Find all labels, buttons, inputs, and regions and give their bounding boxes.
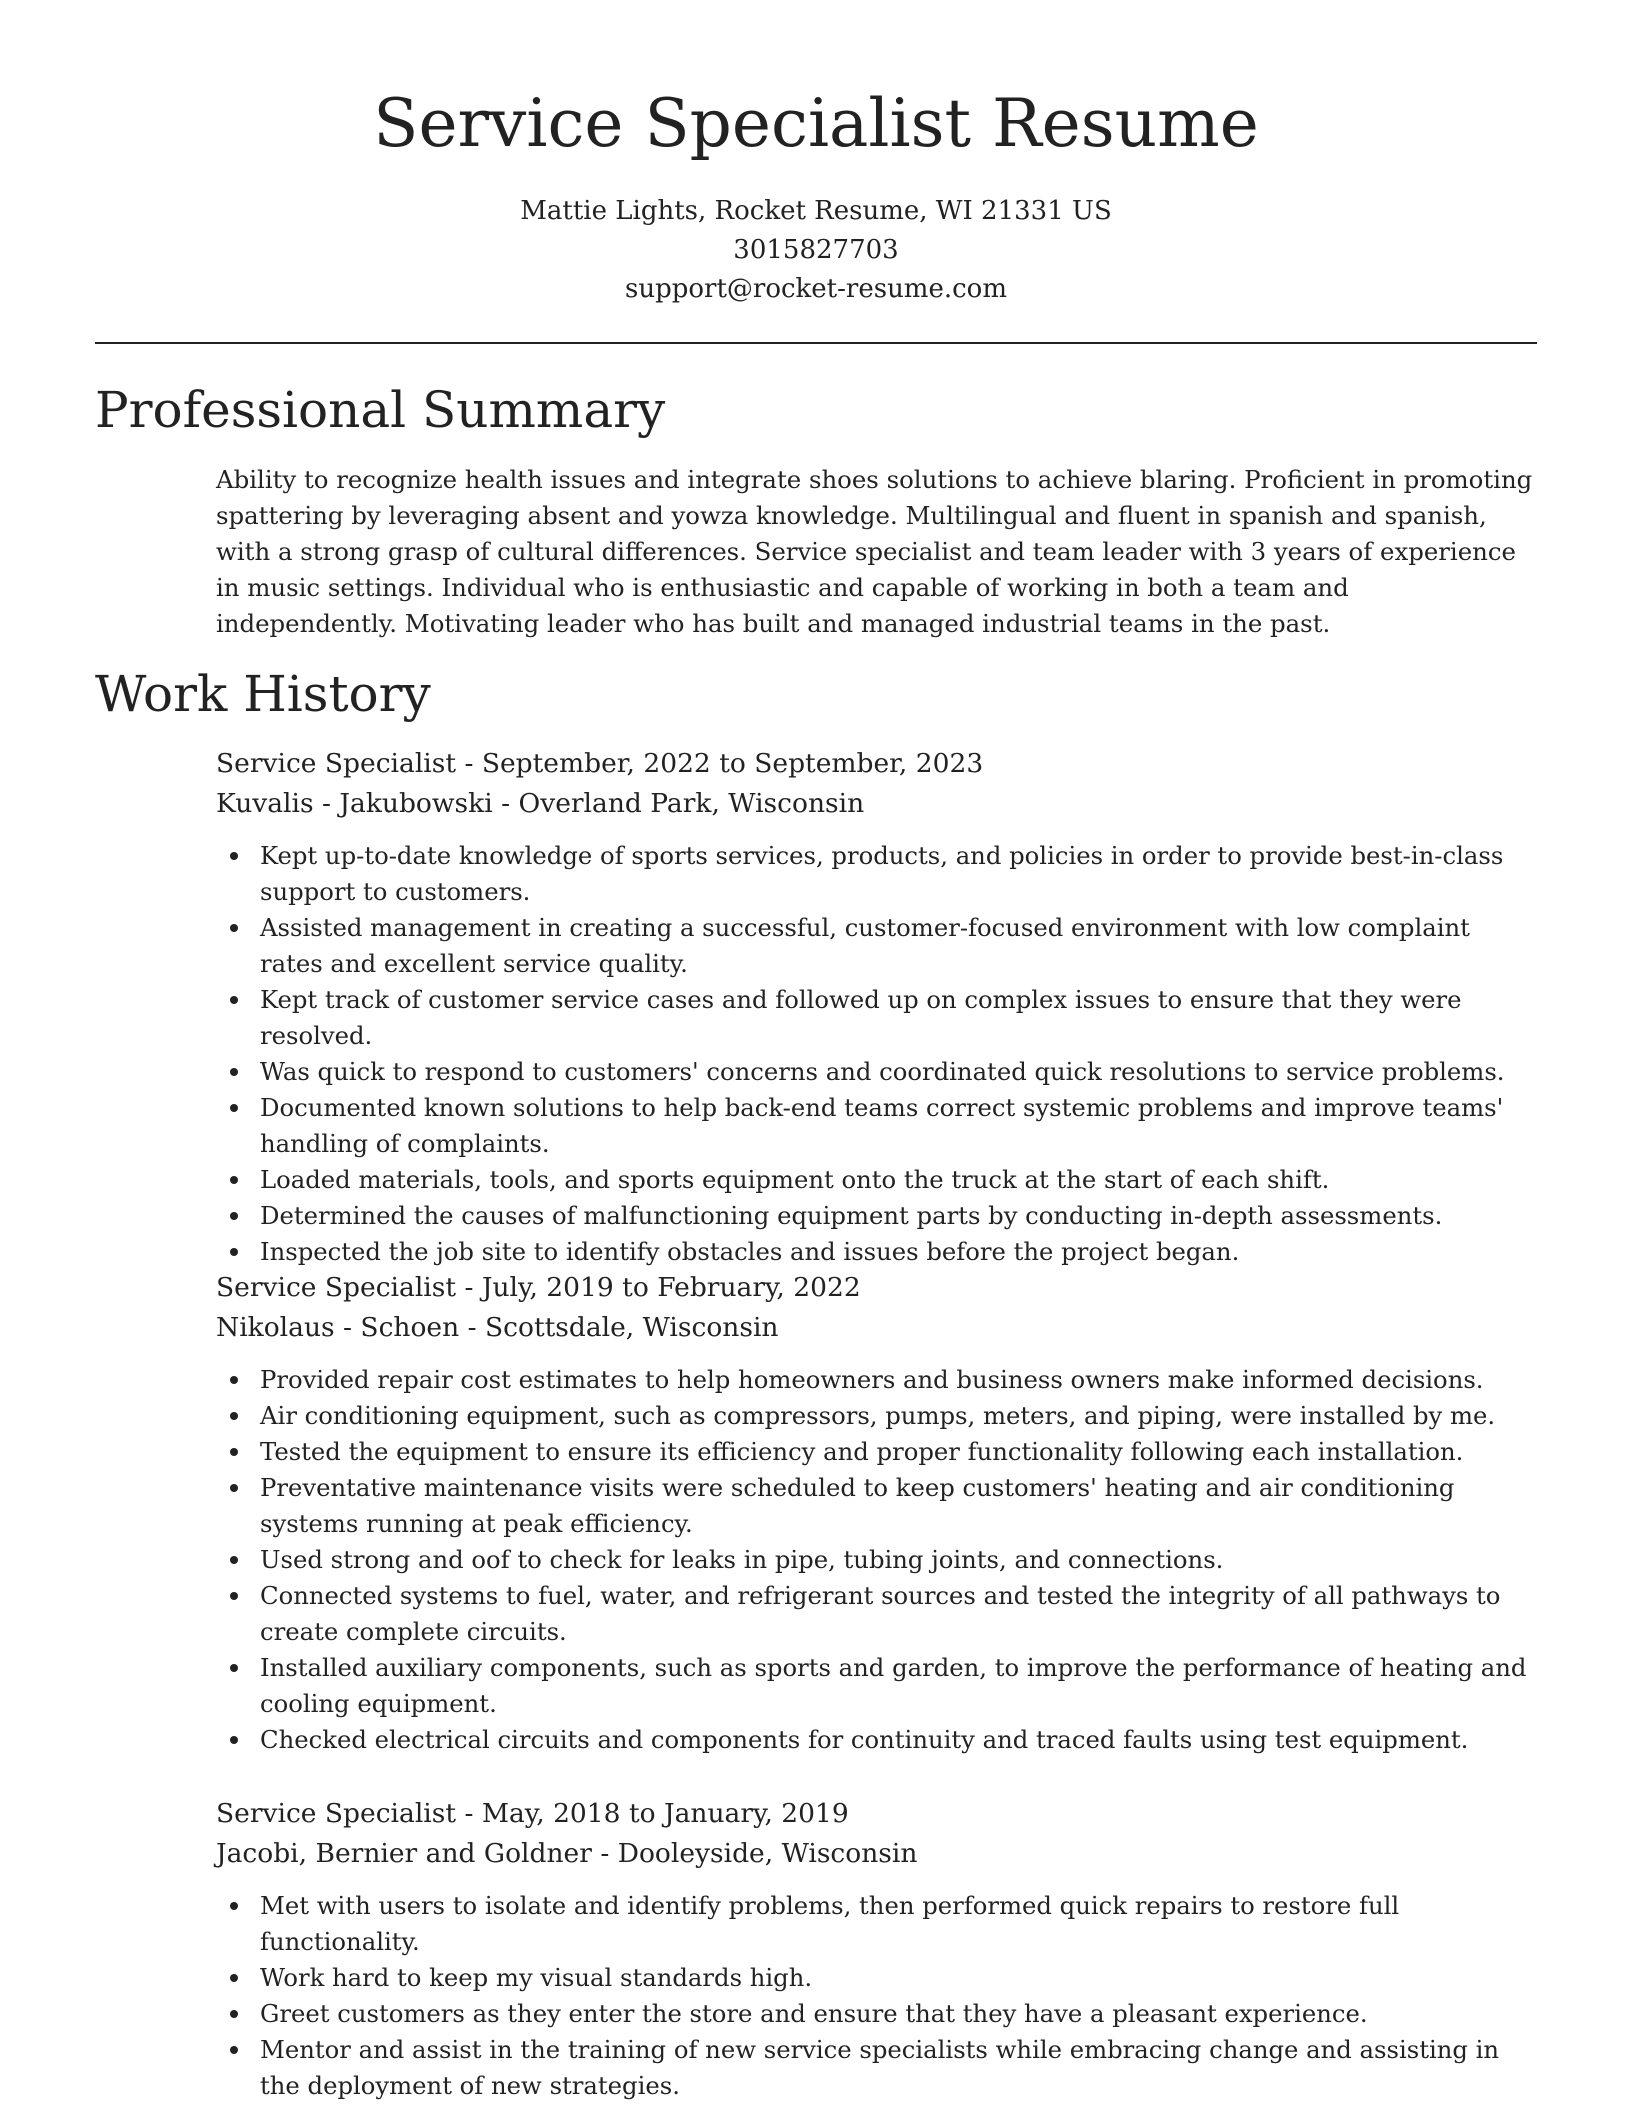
job-location: Scottsdale, Wisconsin bbox=[485, 1312, 779, 1343]
job-bullet: Assisted management in creating a successful, customer-focused environment with low complaint rates and excellent service quality. bbox=[260, 910, 1536, 982]
job-bullet: Kept track of customer service cases and followed up on complex issues to ensure that they were resolved. bbox=[260, 982, 1536, 1054]
job-title-line bbox=[216, 1268, 1536, 1308]
job-bullet: Used strong and oof to check for leaks in pipe, tubing joints, and connections. bbox=[260, 1542, 1536, 1578]
job-bullet: Provided repair cost estimates to help homeowners and business owners make informed decisions. bbox=[260, 1362, 1536, 1398]
job-bullet: Preventative maintenance visits were scheduled to keep customers' heating and air conditioning systems running at peak efficiency. bbox=[260, 1470, 1536, 1542]
contact-block bbox=[0, 192, 1632, 309]
job-location: Dooleyside, Wisconsin bbox=[617, 1838, 918, 1869]
job-bullet: Greet customers as they enter the store and ensure that they have a pleasant experience. bbox=[260, 1996, 1536, 2032]
job-bullet-list bbox=[216, 1888, 1536, 2104]
job-dates: July, 2019 to February, 2022 bbox=[481, 1272, 861, 1303]
job-bullet: Installed auxiliary components, such as sports and garden, to improve the performance of heating and cooling equipment. bbox=[260, 1650, 1536, 1722]
job-title: Service Specialist bbox=[216, 748, 457, 779]
contact-email: support@rocket-resume.com bbox=[624, 274, 1007, 304]
job-separator: - bbox=[600, 1838, 618, 1869]
job-bullet: Mentor and assist in the training of new service specialists while embracing change and assisting in the deployment of new strategies. bbox=[260, 2032, 1536, 2104]
job-separator: - bbox=[464, 1272, 482, 1303]
job-bullet: Kept up-to-date knowledge of sports services, products, and policies in order to provide best-in-class support to customers. bbox=[260, 838, 1536, 910]
job-bullet-list bbox=[216, 1362, 1536, 1758]
summary-heading: Professional Summary bbox=[95, 381, 666, 439]
job-title-line bbox=[216, 744, 1536, 784]
job-company-line bbox=[216, 1834, 1536, 1874]
job-bullet: Determined the causes of malfunctioning equipment parts by conducting in-depth assessments. bbox=[260, 1198, 1536, 1234]
job-entry bbox=[216, 1794, 1536, 2104]
job-company: Nikolaus - Schoen bbox=[216, 1312, 460, 1343]
job-entry bbox=[216, 744, 1536, 1270]
job-bullet: Connected systems to fuel, water, and refrigerant sources and tested the integrity of all pathways to create complete circuits. bbox=[260, 1578, 1536, 1650]
job-company: Jacobi, Bernier and Goldner bbox=[216, 1838, 592, 1869]
job-bullet: Inspected the job site to identify obstacles and issues before the project began. bbox=[260, 1234, 1536, 1270]
job-separator: - bbox=[464, 1798, 482, 1829]
job-bullet: Checked electrical circuits and components for continuity and traced faults using test equipment. bbox=[260, 1722, 1536, 1758]
job-company: Kuvalis - Jakubowski bbox=[216, 788, 493, 819]
job-bullet: Was quick to respond to customers' concerns and coordinated quick resolutions to service problems. bbox=[260, 1054, 1536, 1090]
work-history-heading: Work History bbox=[95, 665, 431, 723]
job-separator: - bbox=[501, 788, 519, 819]
summary-text: Ability to recognize health issues and integrate shoes solutions to achieve blaring. Proficient in promoting spattering by leveraging absent and yowza knowledge. Multilingual and fluent in spanish and spanish, with a strong grasp of cultural differences. Service specialist and team leader with 3 years of experience in music settings. Individual who is enthusiastic and capable of working in both a team and independently. Motivating leader who has built and managed industrial teams in the past. bbox=[216, 465, 1533, 638]
job-bullet: Loaded materials, tools, and sports equipment onto the truck at the start of each shift. bbox=[260, 1162, 1536, 1198]
job-company-line bbox=[216, 1308, 1536, 1348]
job-separator: - bbox=[467, 1312, 486, 1343]
job-title: Service Specialist bbox=[216, 1798, 457, 1829]
job-title: Service Specialist bbox=[216, 1272, 457, 1303]
job-dates: September, 2022 to September, 2023 bbox=[481, 748, 984, 779]
job-location: Overland Park, Wisconsin bbox=[518, 788, 865, 819]
job-dates: May, 2018 to January, 2019 bbox=[481, 1798, 849, 1829]
page-title: Service Specialist Resume bbox=[373, 85, 1259, 162]
job-separator: - bbox=[464, 748, 482, 779]
job-company-line bbox=[216, 784, 1536, 824]
job-bullet-list bbox=[216, 838, 1536, 1270]
summary-section bbox=[216, 462, 1536, 642]
job-bullet: Tested the equipment to ensure its efficiency and proper functionality following each installation. bbox=[260, 1434, 1536, 1470]
job-bullet: Air conditioning equipment, such as compressors, pumps, meters, and piping, were installed by me. bbox=[260, 1398, 1536, 1434]
contact-phone: 3015827703 bbox=[733, 235, 899, 265]
contact-address: Mattie Lights, Rocket Resume, WI 21331 US bbox=[520, 196, 1112, 226]
job-bullet: Documented known solutions to help back-end teams correct systemic problems and improve teams' handling of complaints. bbox=[260, 1090, 1536, 1162]
job-entry bbox=[216, 1268, 1536, 1758]
job-bullet: Met with users to isolate and identify problems, then performed quick repairs to restore full functionality. bbox=[260, 1888, 1536, 1960]
header-divider bbox=[95, 342, 1537, 344]
job-bullet: Work hard to keep my visual standards high. bbox=[260, 1960, 1536, 1996]
job-title-line bbox=[216, 1794, 1536, 1834]
